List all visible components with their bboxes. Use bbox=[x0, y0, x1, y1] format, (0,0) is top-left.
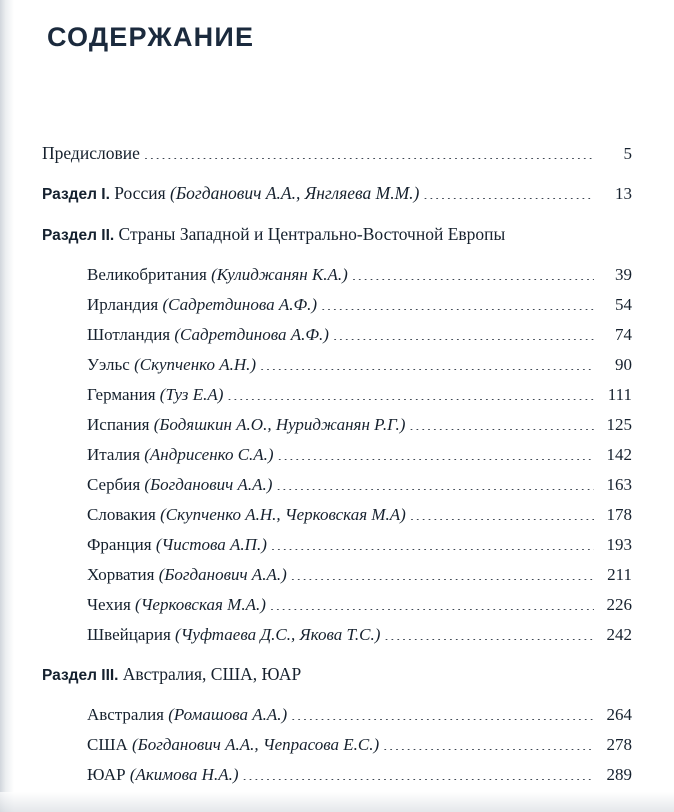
toc-entry-label bbox=[87, 620, 380, 650]
toc-entry-section-2[interactable] bbox=[42, 219, 632, 251]
toc-entry-south-africa[interactable] bbox=[42, 760, 632, 790]
toc-entry-spain[interactable] bbox=[42, 410, 632, 440]
toc-entry-page-number: 226 bbox=[606, 595, 632, 614]
toc-entry-label bbox=[87, 380, 223, 410]
toc-entry-germany[interactable] bbox=[42, 380, 632, 410]
toc-leader-dots bbox=[144, 145, 594, 159]
toc-entry-label bbox=[87, 730, 379, 760]
toc-entry-authors: (Черковская М.А.) bbox=[135, 595, 266, 614]
toc-entry-australia[interactable] bbox=[42, 700, 632, 730]
toc-entry-page-number: 142 bbox=[606, 445, 632, 464]
toc-entry-label bbox=[87, 470, 272, 500]
toc-leader-dots bbox=[270, 596, 594, 610]
toc-entry-label bbox=[87, 440, 274, 470]
toc-entry-section-label: Раздел III. bbox=[42, 667, 123, 684]
toc-entry-croatia[interactable] bbox=[42, 560, 632, 590]
toc-entry-page-number: 264 bbox=[606, 705, 632, 724]
toc-entry-page-number: 278 bbox=[606, 735, 632, 754]
toc-leader-dots bbox=[333, 326, 594, 340]
toc-entry-authors: (Богданович А.А., Чепрасова Е.С.) bbox=[132, 735, 380, 754]
toc-entry-section-label: Раздел I. bbox=[42, 186, 115, 203]
toc-entry-authors: (Кулиджанян К.А.) bbox=[211, 265, 348, 284]
toc-entry-page-number: 163 bbox=[606, 475, 632, 494]
toc-entry-page-number: 90 bbox=[615, 355, 632, 374]
toc-entry-authors: (Богданович А.А., Янгляева М.М.) bbox=[170, 183, 420, 203]
toc-entry-title: Страны Западной и Центрально-Восточной Европы bbox=[118, 224, 506, 244]
toc-entry-authors: (Акимова Н.А.) bbox=[129, 765, 239, 784]
toc-leader-dots bbox=[409, 416, 594, 430]
toc-entry-page-number: 289 bbox=[606, 765, 632, 784]
toc-entry-title: Словакия bbox=[87, 505, 161, 524]
toc-entry-usa[interactable] bbox=[42, 730, 632, 760]
toc-entry-page-number: 111 bbox=[607, 385, 632, 404]
toc-entry-authors: (Богданович А.А.) bbox=[144, 475, 273, 494]
toc-entry-authors: (Туз Е.А) bbox=[159, 385, 224, 404]
toc-entry-label bbox=[87, 410, 405, 440]
toc-entry-title: Италия bbox=[87, 445, 145, 464]
toc-leader-dots bbox=[384, 626, 594, 640]
toc-entry-authors: (Богданович А.А.) bbox=[158, 565, 287, 584]
toc-entry-label bbox=[42, 138, 140, 168]
toc-leader-dots bbox=[291, 706, 594, 720]
toc-entry-title: Хорватия bbox=[87, 565, 159, 584]
toc-leader-dots bbox=[227, 386, 594, 400]
toc-entry-czechia[interactable] bbox=[42, 590, 632, 620]
toc-entry-title: ЮАР bbox=[87, 765, 130, 784]
toc-entry-authors: (Ромашова А.А.) bbox=[168, 705, 288, 724]
toc-entry-label bbox=[87, 560, 287, 590]
toc-entry-preface[interactable] bbox=[42, 138, 632, 169]
toc-entry-ireland[interactable] bbox=[42, 290, 632, 320]
toc-entry-authors: (Бодяшкин А.О., Нуриджанян Р.Г.) bbox=[153, 415, 406, 434]
toc-leader-dots bbox=[423, 185, 594, 199]
toc-entry-authors: (Скупченко А.Н., Черковская М.А) bbox=[160, 505, 406, 524]
toc-entry-title: США bbox=[87, 735, 133, 754]
toc-entry-italy[interactable] bbox=[42, 440, 632, 470]
toc-entry-page-number: 178 bbox=[606, 505, 632, 524]
toc-entry-label bbox=[87, 290, 317, 320]
toc-entry-title: Австралия, США, ЮАР bbox=[122, 664, 302, 684]
page-title: СОДЕРЖАНИЕ bbox=[47, 22, 255, 52]
toc-entry-section-label: Раздел II. bbox=[42, 227, 119, 244]
toc-leader-dots bbox=[352, 266, 594, 280]
toc-entry-title: Ирландия bbox=[87, 295, 163, 314]
toc-entry-wales[interactable] bbox=[42, 350, 632, 380]
page-edge-shadow bbox=[0, 0, 14, 812]
toc-entry-title: Шотландия bbox=[87, 325, 175, 344]
toc-entry-authors: (Андрисенко С.А.) bbox=[144, 445, 274, 464]
toc-entry-page-number: 54 bbox=[615, 295, 632, 314]
toc-leader-dots bbox=[271, 536, 594, 550]
toc-leader-dots bbox=[260, 356, 594, 370]
toc-leader-dots bbox=[383, 736, 594, 750]
toc-entry-title: Германия bbox=[87, 385, 160, 404]
toc-leader-dots bbox=[321, 296, 594, 310]
toc-leader-dots bbox=[276, 476, 594, 490]
toc-entry-slovakia[interactable] bbox=[42, 500, 632, 530]
toc-entry-label bbox=[87, 500, 406, 530]
toc-entry-title: Испания bbox=[87, 415, 154, 434]
toc-entry-serbia[interactable] bbox=[42, 470, 632, 500]
toc-entry-label bbox=[42, 178, 419, 210]
toc-entry-label bbox=[87, 590, 266, 620]
toc-entry-title: Австралия bbox=[87, 705, 169, 724]
toc-entry-section-1[interactable] bbox=[42, 178, 632, 210]
toc-entry-title: Предисловие bbox=[42, 143, 140, 163]
toc-entry-page-number: 13 bbox=[615, 184, 632, 203]
toc-entry-label bbox=[87, 320, 329, 350]
toc-entry-page-number: 193 bbox=[606, 535, 632, 554]
toc-leader-dots bbox=[509, 226, 628, 240]
table-of-contents bbox=[42, 138, 632, 790]
toc-entry-great-britain[interactable] bbox=[42, 260, 632, 290]
toc-entry-page-number: 5 bbox=[623, 144, 632, 163]
page-bottom-shadow bbox=[0, 792, 674, 812]
toc-entry-label bbox=[87, 700, 287, 730]
toc-entry-authors: (Чуфтаева Д.С., Якова Т.С.) bbox=[175, 625, 381, 644]
toc-leader-dots bbox=[410, 506, 594, 520]
toc-leader-dots bbox=[305, 666, 628, 680]
toc-entry-title: Франция bbox=[87, 535, 156, 554]
toc-entry-authors: (Садретдинова А.Ф.) bbox=[162, 295, 318, 314]
toc-entry-scotland[interactable] bbox=[42, 320, 632, 350]
toc-entry-page-number: 74 bbox=[615, 325, 632, 344]
toc-leader-dots bbox=[278, 446, 594, 460]
toc-entry-page-number: 39 bbox=[615, 265, 632, 284]
toc-entry-title: Сербия bbox=[87, 475, 145, 494]
toc-entry-authors: (Скупченко А.Н.) bbox=[134, 355, 257, 374]
toc-entry-title: Чехия bbox=[87, 595, 136, 614]
toc-entry-label bbox=[42, 219, 505, 251]
toc-entry-label bbox=[87, 350, 256, 380]
toc-entry-france[interactable] bbox=[42, 530, 632, 560]
toc-leader-dots bbox=[291, 566, 594, 580]
toc-entry-title: Уэльс bbox=[87, 355, 135, 374]
toc-entry-title: Великобритания bbox=[87, 265, 212, 284]
toc-entry-page-number: 211 bbox=[607, 565, 632, 584]
toc-entry-authors: (Садретдинова А.Ф.) bbox=[174, 325, 329, 344]
toc-entry-label bbox=[42, 659, 301, 691]
toc-entry-page-number: 125 bbox=[606, 415, 632, 434]
toc-entry-page-number: 242 bbox=[606, 625, 632, 644]
toc-entry-section-3[interactable] bbox=[42, 659, 632, 691]
toc-entry-label bbox=[87, 260, 348, 290]
toc-leader-dots bbox=[243, 766, 595, 780]
toc-entry-switzerland[interactable] bbox=[42, 620, 632, 650]
toc-entry-label bbox=[87, 760, 239, 790]
toc-entry-title: Россия bbox=[114, 183, 170, 203]
toc-entry-authors: (Чистова А.П.) bbox=[155, 535, 267, 554]
toc-entry-title: Швейцария bbox=[87, 625, 176, 644]
toc-entry-label bbox=[87, 530, 267, 560]
